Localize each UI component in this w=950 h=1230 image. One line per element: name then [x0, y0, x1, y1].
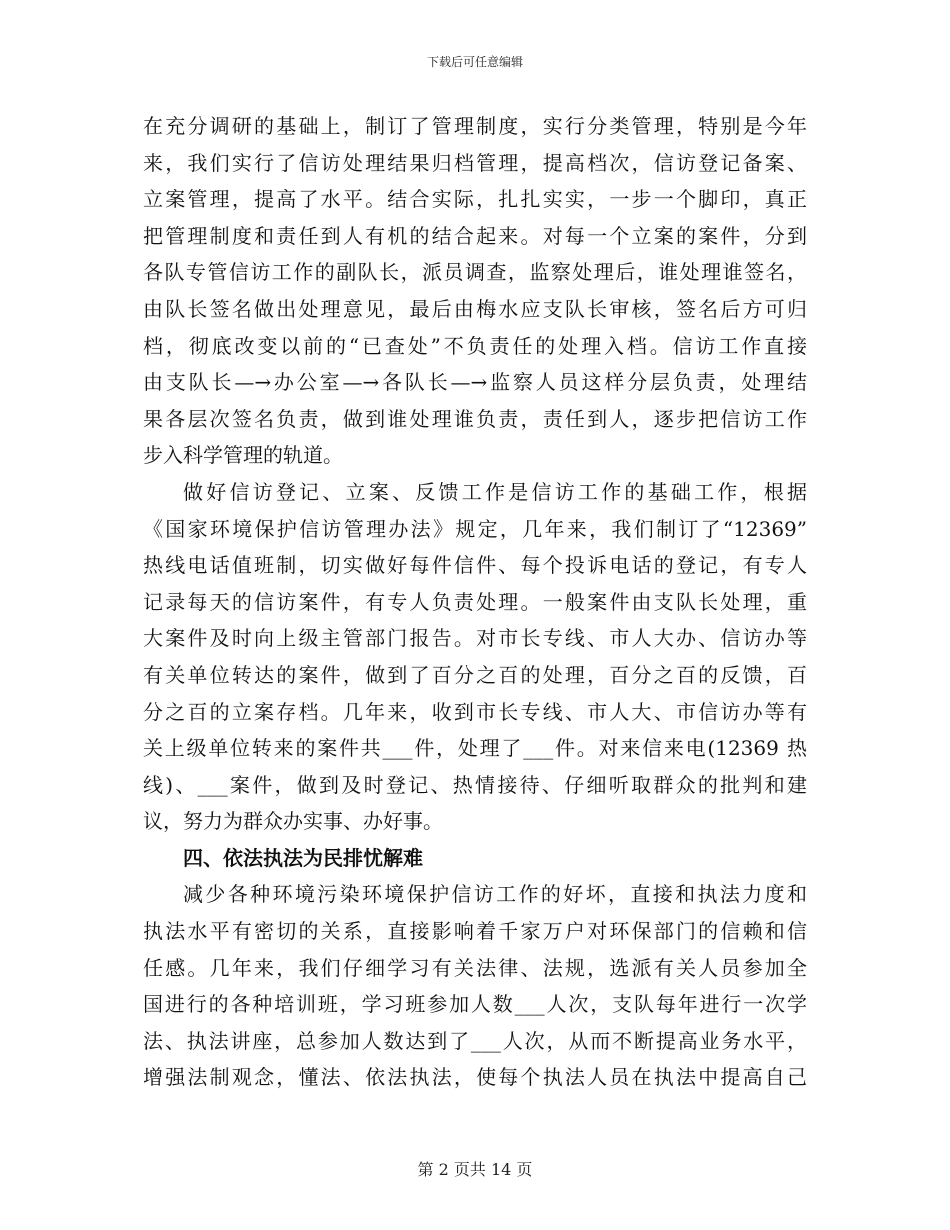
text-line: 把管理制度和责任到人有机的结合起来。对每一个立案的案件，分到: [143, 223, 807, 248]
text-line: 国进行的各种培训班，学习班参加人数___人次，支队每年进行一次学: [143, 992, 807, 1017]
text-line: 执法水平有密切的关系，直接影响着千家万户对环保部门的信赖和信: [143, 919, 807, 944]
paragraph-1: [143, 108, 807, 474]
text-line: 立案管理，提高了水平。结合实际，扎扎实实，一步一个脚印，真正: [143, 187, 807, 212]
text-line: 步入科学管理的轨道。: [143, 443, 343, 468]
text-line: 议，努力为群众办实事、办好事。: [143, 809, 443, 834]
text-line: 法、执法讲座，总参加人数达到了___人次，从而不断提高业务水平，: [143, 1028, 807, 1053]
paragraph-3: [143, 876, 807, 1096]
text-line: 分之百的立案存档。几年来，收到市长专线、市人大、市信访办等有: [143, 699, 807, 724]
text-line: 来，我们实行了信访处理结果归档管理，提高档次，信访登记备案、: [143, 150, 807, 175]
text-line: 减少各种环境污染环境保护信访工作的好坏，直接和执法力度和: [183, 882, 807, 907]
document-body: [143, 108, 807, 1096]
page-footer: 第 2 页共 14 页: [417, 1160, 533, 1179]
section-heading: 四、依法执法为民排忧解难: [183, 845, 423, 870]
text-line: 关上级单位转来的案件共___件，处理了___件。对来信来电(12369 热: [143, 736, 807, 761]
page-header: 下载后可任意编辑: [426, 55, 523, 69]
text-line: 做好信访登记、立案、反馈工作是信访工作的基础工作，根据: [183, 479, 807, 504]
text-line: 记录每天的信访案件，有专人负责处理。一般案件由支队长处理，重: [143, 589, 807, 614]
text-line: 果各层次签名负责，做到谁处理谁负责，责任到人，逐步把信访工作: [143, 406, 807, 431]
text-line: 任感。几年来，我们仔细学习有关法律、法规，选派有关人员参加全: [143, 955, 807, 980]
text-line: 档，彻底改变以前的“已查处”不负责任的处理入档。信访工作直接: [143, 333, 807, 358]
text-line: 线)、___案件，做到及时登记、热情接待、仔细听取群众的批判和建: [143, 772, 807, 797]
text-line: 由支队长—→办公室—→各队长—→监察人员这样分层负责，处理结: [143, 370, 807, 395]
text-line: 热线电话值班制，切实做好每件信件、每个投诉电话的登记，有专人: [143, 553, 807, 578]
text-line: 由队长签名做出处理意见，最后由梅水应支队长审核，签名后方可归: [143, 296, 807, 321]
text-line: 增强法制观念，懂法、依法执法，使每个执法人员在执法中提高自己: [143, 1065, 807, 1090]
paragraph-2: [143, 474, 807, 840]
text-line: 有关单位转达的案件，做到了百分之百的处理，百分之百的反馈，百: [143, 662, 807, 687]
text-line: 《国家环境保护信访管理办法》规定，几年来，我们制订了“12369”: [143, 516, 807, 541]
text-line: 大案件及时向上级主管部门报告。对市长专线、市人大办、信访办等: [143, 626, 807, 651]
text-line: 各队专管信访工作的副队长，派员调查，监察处理后，谁处理谁签名，: [143, 260, 807, 285]
text-line: 在充分调研的基础上，制订了管理制度，实行分类管理，特别是今年: [143, 114, 807, 138]
